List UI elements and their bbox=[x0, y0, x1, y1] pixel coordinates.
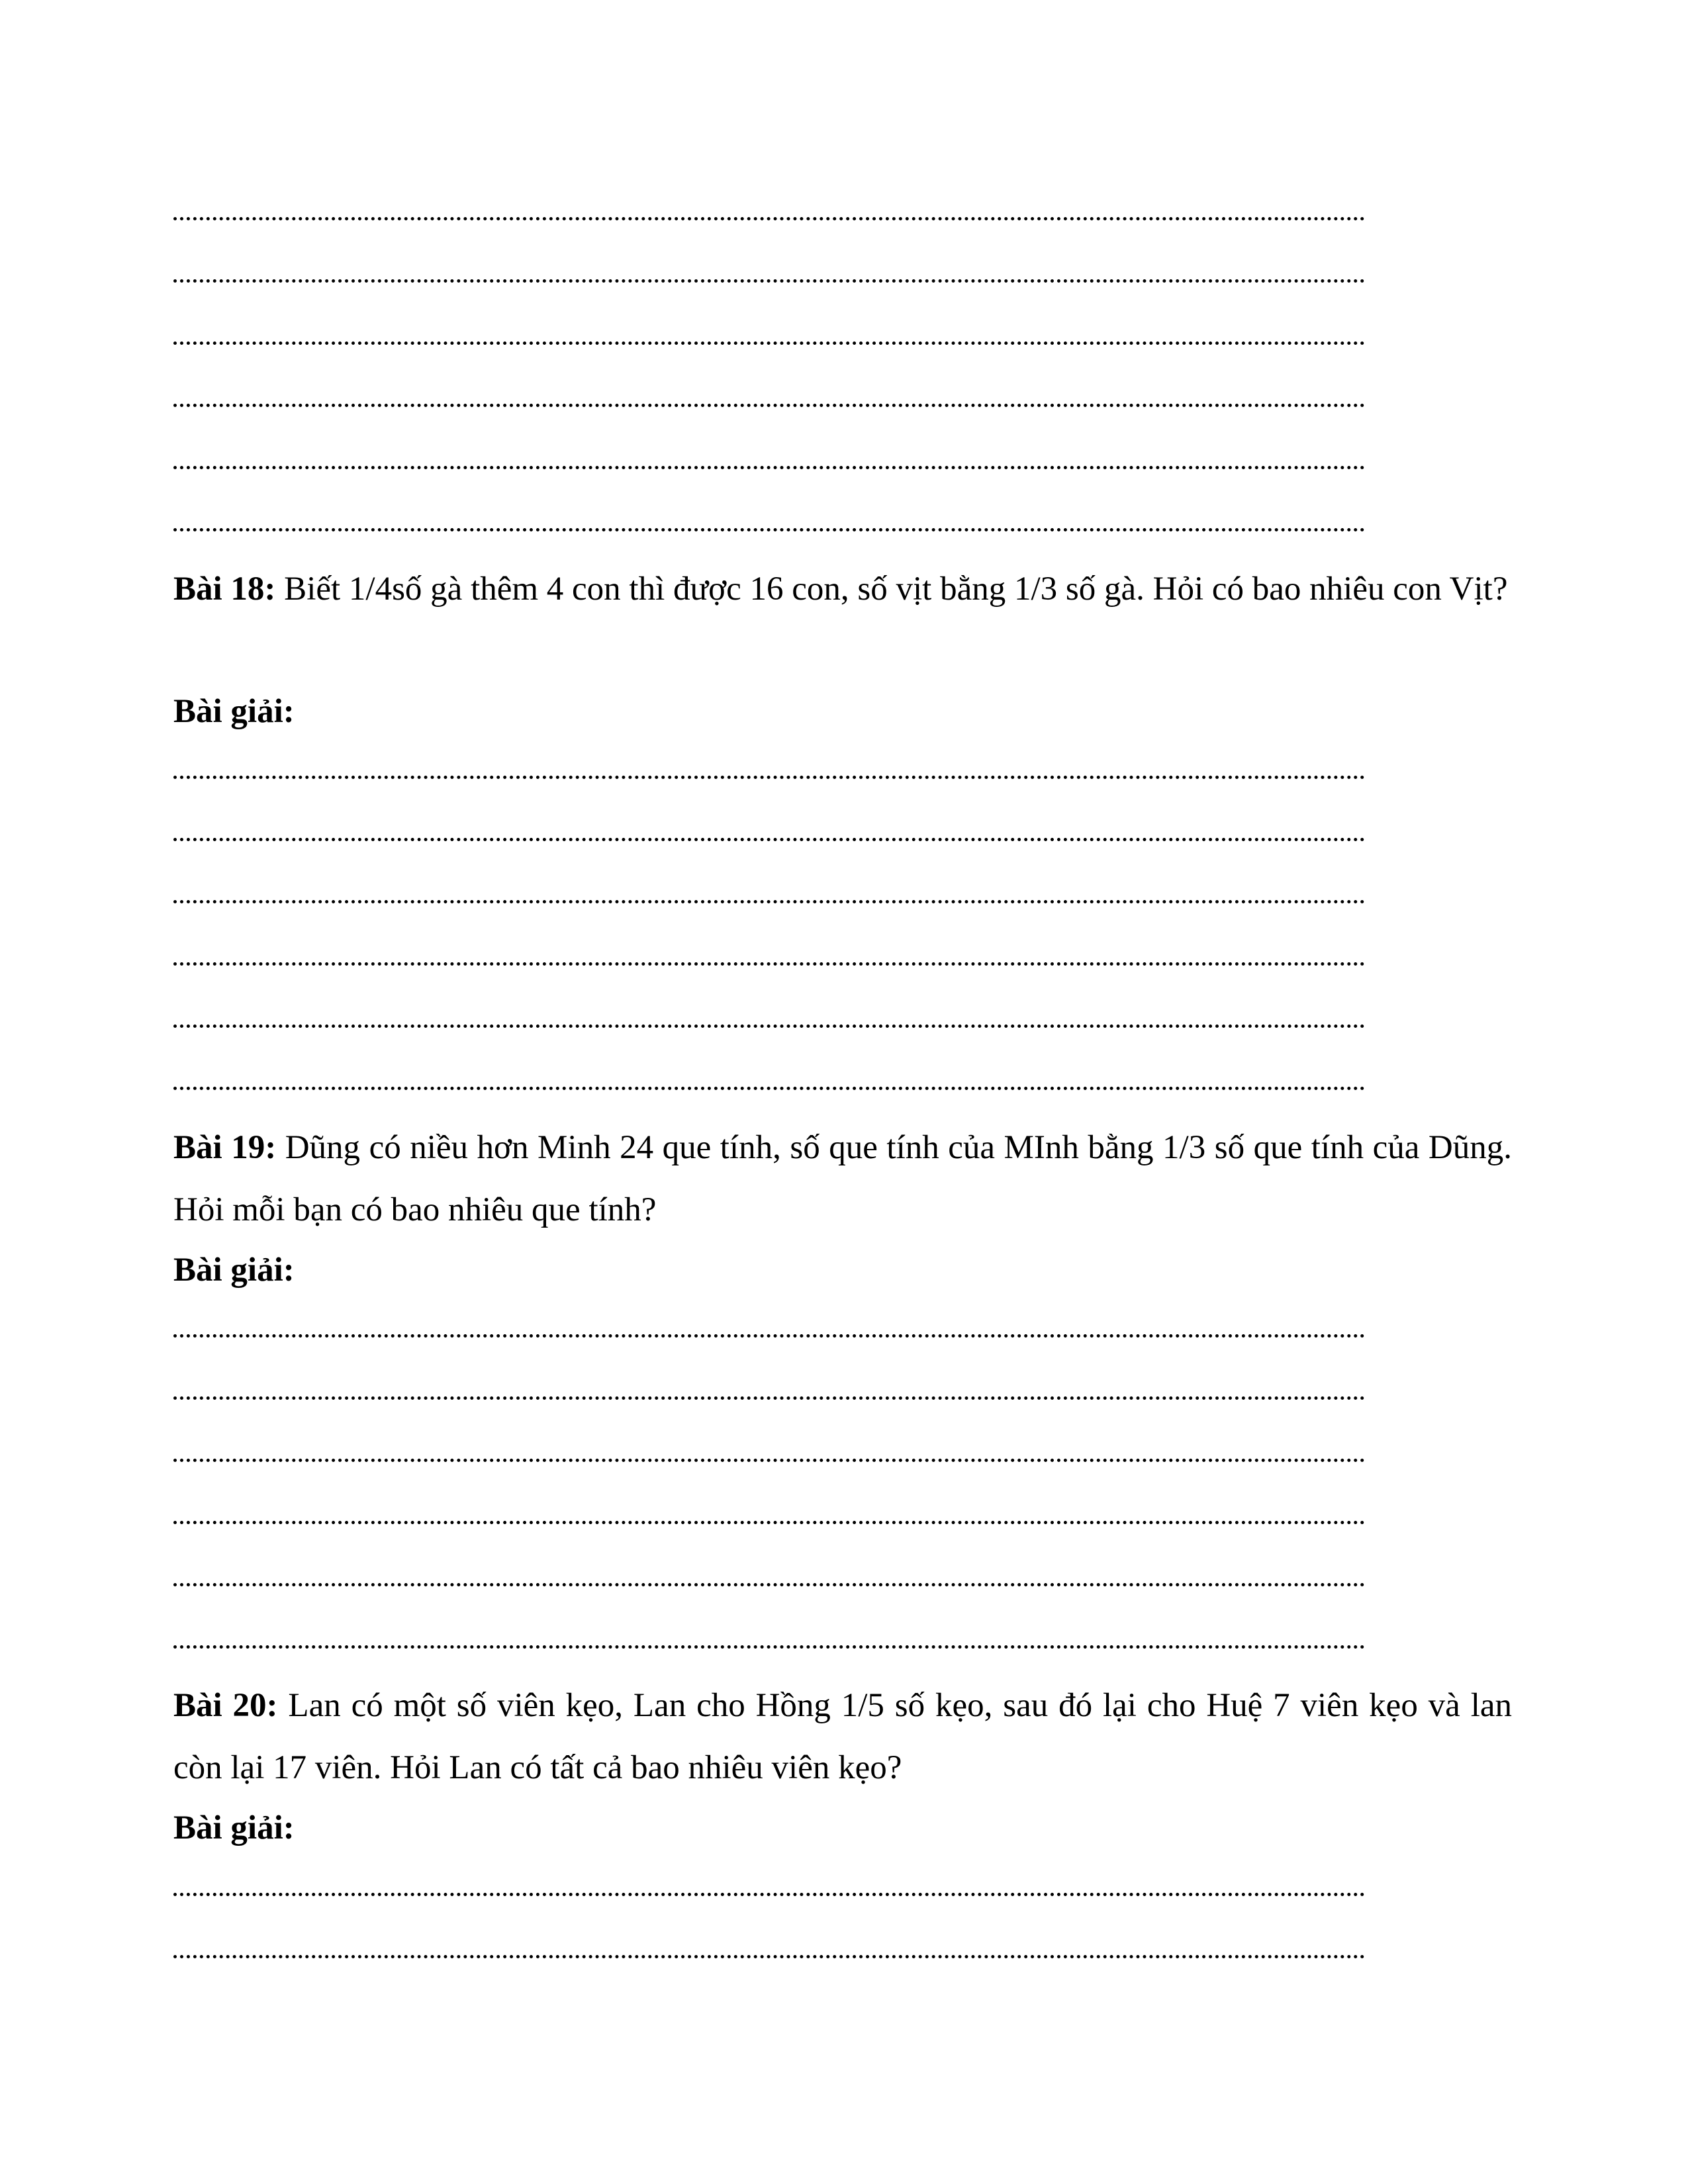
answer-line bbox=[173, 1024, 1365, 1028]
answer-line bbox=[173, 1645, 1365, 1649]
answer-line bbox=[173, 1459, 1365, 1462]
answer-line bbox=[173, 776, 1365, 779]
answer-line bbox=[173, 838, 1365, 841]
problem-19 bbox=[173, 1116, 1512, 1241]
answer-line bbox=[173, 1893, 1365, 1896]
answer-line bbox=[173, 1396, 1365, 1400]
problem-number: Bài 18: bbox=[173, 570, 276, 608]
answer-line bbox=[173, 1521, 1365, 1524]
answer-line bbox=[173, 279, 1365, 283]
answer-line bbox=[173, 404, 1365, 407]
problem-number: Bài 20: bbox=[173, 1687, 278, 1724]
problem-number: Bài 19: bbox=[173, 1129, 277, 1166]
answer-line bbox=[173, 217, 1365, 220]
problem-text: Biết 1/4số gà thêm 4 con thì được 16 con, số vịt bằng 1/3 số gà. Hỏi có bao nhiêu con Vịt? bbox=[275, 570, 1508, 608]
problem-text: Dũng có niều hơn Minh 24 que tính, số que tính của MInh bằng 1/3 số que tính của Dũng. Hỏi mỗi bạn có bao nhiêu que tính? bbox=[173, 1129, 1513, 1228]
answer-line bbox=[173, 466, 1365, 469]
answer-line bbox=[173, 528, 1365, 531]
answer-line bbox=[173, 341, 1365, 345]
answer-line bbox=[173, 1955, 1365, 1958]
answer-line bbox=[173, 1334, 1365, 1338]
solution-label: Bài giải: bbox=[173, 1809, 295, 1846]
problem-20 bbox=[173, 1674, 1512, 1799]
solution-label: Bài giải: bbox=[173, 1251, 295, 1289]
answer-line bbox=[173, 1583, 1365, 1586]
problem-18 bbox=[173, 558, 1512, 620]
solution-label: Bài giải: bbox=[173, 693, 295, 730]
answer-line bbox=[173, 1087, 1365, 1090]
problem-text: Lan có một số viên kẹo, Lan cho Hồng 1/5 số kẹo, sau đó lại cho Huệ 7 viên kẹo và lan còn lại 17 viên. Hỏi Lan có tất cả bao nhiêu viên kẹo? bbox=[173, 1687, 1512, 1786]
answer-line bbox=[173, 900, 1365, 903]
answer-line bbox=[173, 962, 1365, 966]
